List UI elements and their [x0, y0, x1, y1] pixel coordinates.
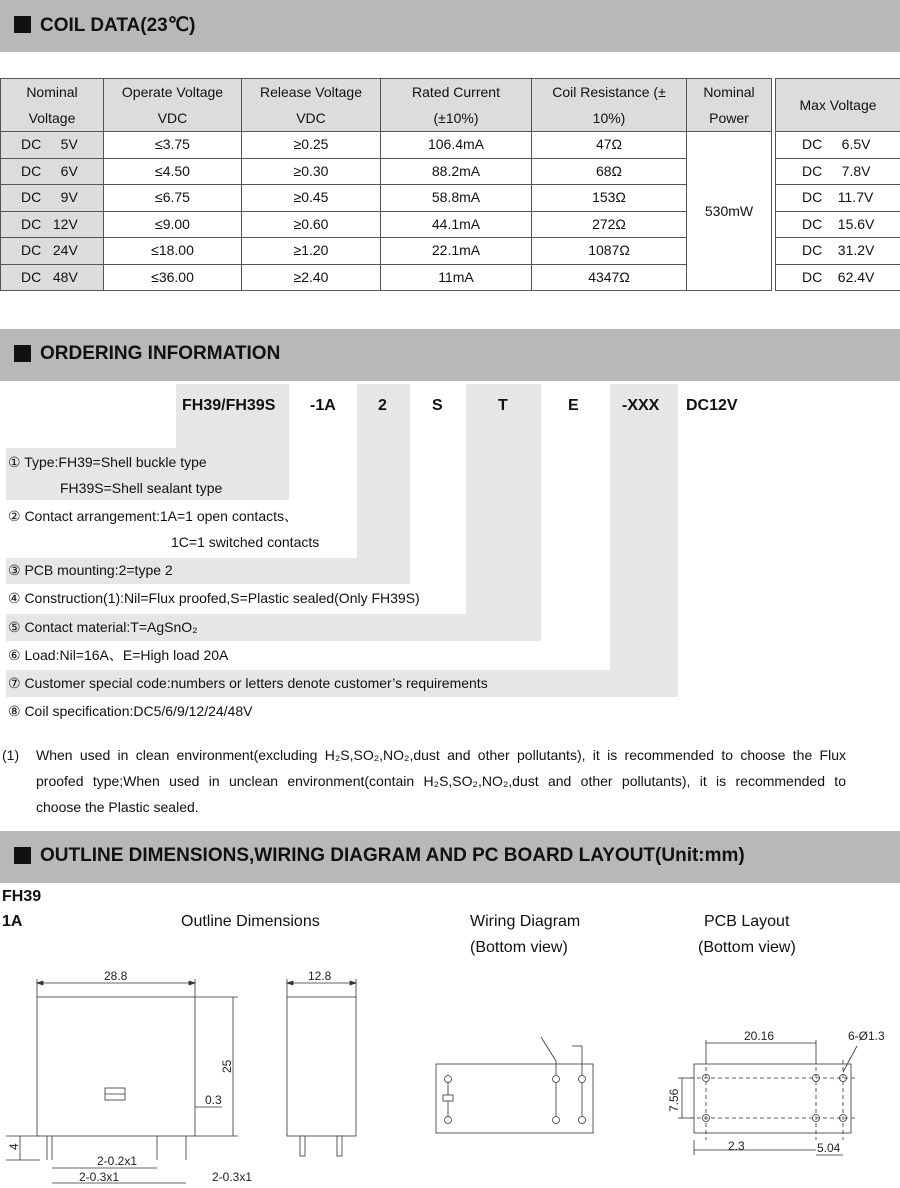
note-line-3: choose the Plastic sealed.	[36, 799, 199, 815]
dim-pcb-span: 20.16	[744, 1029, 775, 1043]
cell-operate: ≤6.75	[104, 185, 242, 212]
dim-width: 28.8	[104, 969, 128, 983]
dim-pcb-height: 7.56	[667, 1088, 681, 1112]
coil-data-table	[0, 78, 900, 291]
outline-dimensions-title: Outline Dimensions	[181, 913, 320, 930]
cell-max: DC 6.5V	[776, 132, 900, 159]
cell-release: ≥0.25	[242, 132, 381, 159]
cell-nominal-power: 530mW	[687, 132, 772, 291]
cell-resistance: 47Ω	[532, 132, 687, 159]
coil-data-title: COIL DATA(23℃)	[40, 15, 196, 36]
order-line-customer: ⑦ Customer special code:numbers or letters denote customer’s requirements	[8, 675, 488, 691]
code-construction: S	[432, 397, 443, 414]
dim-pcb-right: 5.04	[817, 1141, 841, 1155]
cell-max: DC 7.8V	[776, 158, 900, 185]
cell-release: ≥0.30	[242, 158, 381, 185]
cell-nominal: DC 48V	[1, 264, 104, 291]
cell-resistance: 4347Ω	[532, 264, 687, 291]
wiring-diagram-title: Wiring Diagram	[470, 913, 581, 930]
th-nominal-power: Nominal Power	[687, 79, 772, 132]
section-square-icon	[14, 847, 31, 864]
cell-nominal: DC 12V	[1, 211, 104, 238]
cell-operate: ≤9.00	[104, 211, 242, 238]
cell-current: 44.1mA	[381, 211, 532, 238]
wiring-diagram-drawing	[436, 1037, 593, 1133]
cell-release: ≥1.20	[242, 238, 381, 265]
code-column-material	[466, 384, 541, 641]
cell-operate: ≤3.75	[104, 132, 242, 159]
order-line-type-2: FH39S=Shell sealant type	[60, 480, 223, 496]
cell-nominal: DC 5V	[1, 132, 104, 159]
dim-pin3: 2-0.3x1	[212, 1170, 253, 1184]
code-coil: DC12V	[686, 397, 738, 414]
th-max-voltage: Max Voltage	[776, 79, 900, 132]
cell-nominal: DC 9V	[1, 185, 104, 212]
model-label: FH39	[2, 888, 42, 905]
order-line-load: ⑥ Load:Nil=16A、E=High load 20A	[8, 647, 229, 663]
note-marker: (1)	[2, 747, 20, 763]
wiring-diagram-subtitle: (Bottom view)	[470, 939, 568, 956]
cell-nominal: DC 6V	[1, 158, 104, 185]
order-line-coil: ⑧ Coil specification:DC5/6/9/12/24/48V	[8, 703, 253, 719]
dim-pcb-holes: 6-Ø1.3	[848, 1029, 885, 1043]
cell-resistance: 153Ω	[532, 185, 687, 212]
cell-operate: ≤18.00	[104, 238, 242, 265]
cell-release: ≥0.45	[242, 185, 381, 212]
code-column-customer	[610, 384, 678, 697]
cell-max: DC 15.6V	[776, 211, 900, 238]
code-material: T	[498, 397, 508, 414]
order-line-construction: ④ Construction(1):Nil=Flux proofed,S=Plastic sealed(Only FH39S)	[8, 590, 420, 606]
cell-resistance: 68Ω	[532, 158, 687, 185]
dim-pin-left: 4	[7, 1143, 21, 1150]
section-square-icon	[14, 345, 31, 362]
dimension-drawings	[0, 950, 900, 1188]
table-row	[1, 132, 900, 159]
cell-resistance: 1087Ω	[532, 238, 687, 265]
coil-data-header	[0, 0, 900, 52]
order-line-contact: ② Contact arrangement:1A=1 open contacts、	[8, 508, 298, 524]
th-rated-current: Rated Current (±10%)	[381, 79, 532, 132]
order-line-type: ① Type:FH39=Shell buckle type	[8, 454, 207, 470]
th-operate-voltage: Operate Voltage VDC	[104, 79, 242, 132]
dim-height: 25	[220, 1059, 234, 1073]
th-coil-resistance: Coil Resistance (± 10%)	[532, 79, 687, 132]
cell-release: ≥0.60	[242, 211, 381, 238]
dim-pin2: 2-0.3x1	[79, 1170, 120, 1184]
cell-max: DC 62.4V	[776, 264, 900, 291]
order-line-material: ⑤ Contact material:T=AgSnO₂	[8, 619, 198, 635]
pcb-layout-title: PCB Layout	[704, 913, 790, 930]
cell-release: ≥2.40	[242, 264, 381, 291]
variant-label: 1A	[2, 913, 23, 930]
dim-depth: 12.8	[308, 969, 332, 983]
th-release-voltage: Release Voltage VDC	[242, 79, 381, 132]
order-line-contact-2: 1C=1 switched contacts	[171, 534, 320, 550]
front-view-drawing	[6, 979, 238, 1183]
th-nominal-voltage: Nominal Voltage	[1, 79, 104, 132]
cell-max: DC 11.7V	[776, 185, 900, 212]
cell-current: 88.2mA	[381, 158, 532, 185]
dim-pin1: 2-0.2x1	[97, 1154, 138, 1168]
cell-current: 58.8mA	[381, 185, 532, 212]
cell-resistance: 272Ω	[532, 211, 687, 238]
cell-operate: ≤36.00	[104, 264, 242, 291]
code-load: E	[568, 397, 579, 414]
pcb-layout-drawing	[678, 1040, 857, 1155]
code-type: FH39/FH39S	[182, 397, 276, 414]
outline-title: OUTLINE DIMENSIONS,WIRING DIAGRAM AND PC BOARD LAYOUT(Unit:mm)	[40, 845, 745, 866]
dim-offset: 0.3	[205, 1093, 222, 1107]
note-line-2: proofed type;When used in unclean environment(contain H₂S,SO₂,NO₂,dust and other pollutants), it is recommended to	[36, 773, 846, 789]
dim-pcb-left: 2.3	[728, 1139, 745, 1153]
side-view-drawing	[287, 979, 356, 1156]
cell-current: 106.4mA	[381, 132, 532, 159]
code-customer: -XXX	[622, 397, 660, 414]
order-line-pcb: ③ PCB mounting:2=type 2	[8, 562, 173, 578]
outline-header	[0, 831, 900, 883]
note-line-1: When used in clean environment(excluding H₂S,SO₂,NO₂,dust and other pollutants), it is recommended to choose the Flux	[36, 747, 846, 763]
code-contact: -1A	[310, 397, 336, 414]
cell-current: 11mA	[381, 264, 532, 291]
ordering-info-title: ORDERING INFORMATION	[40, 343, 281, 364]
code-pcb: 2	[378, 397, 387, 414]
cell-current: 22.1mA	[381, 238, 532, 265]
cell-nominal: DC 24V	[1, 238, 104, 265]
cell-operate: ≤4.50	[104, 158, 242, 185]
section-square-icon	[14, 16, 31, 33]
ordering-info-header	[0, 329, 900, 381]
cell-max: DC 31.2V	[776, 238, 900, 265]
pcb-layout-subtitle: (Bottom view)	[698, 939, 796, 956]
